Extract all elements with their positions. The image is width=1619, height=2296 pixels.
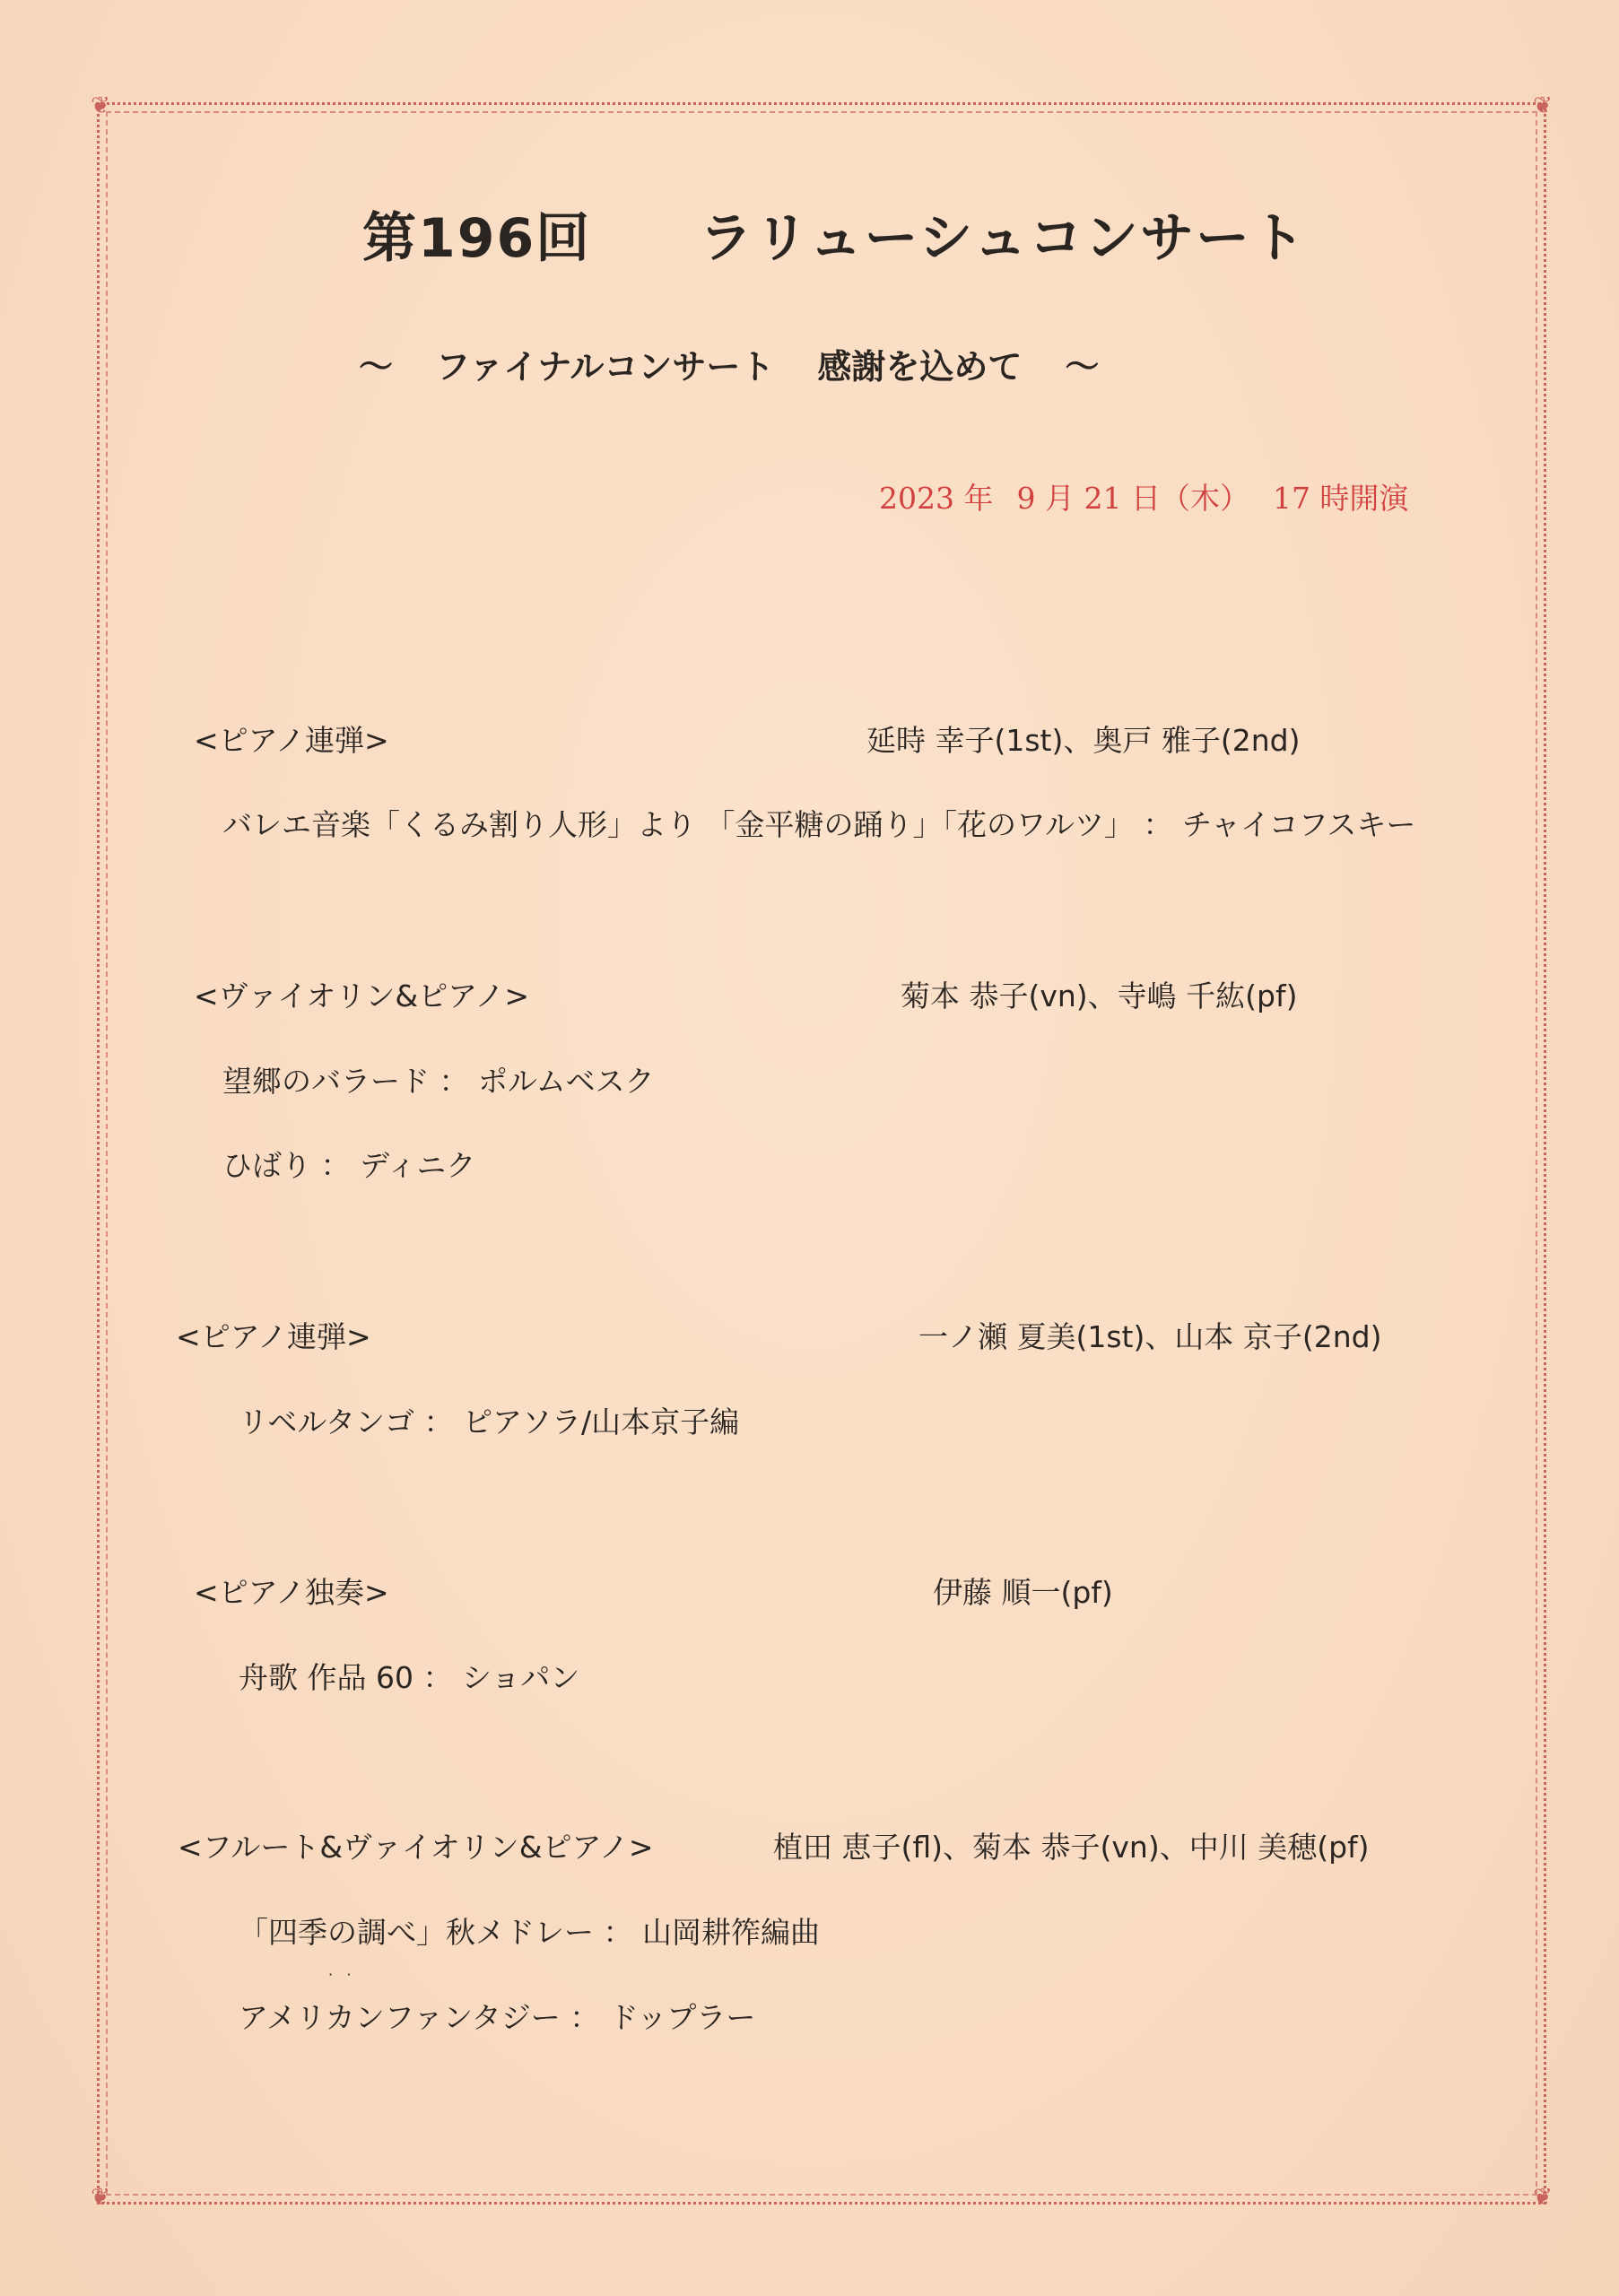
corner-ornament-icon: ❦ — [91, 92, 110, 119]
program-piece: ひばり ： ディニク — [222, 1148, 476, 1183]
page-title — [362, 196, 1307, 273]
program-piece: リベルタンゴ ： ピアソラ/山本京子編 — [239, 1405, 740, 1439]
section-performers: 菊本 恭子(vn)、寺嶋 千紘(pf) — [901, 978, 1298, 1013]
subtitle-open: 〜 — [359, 347, 394, 387]
section-performers: 延時 幸子(1st)、奥戸 雅子(2nd) — [866, 723, 1301, 758]
section-heading: <フルート&ヴァイオリン&ピアノ> — [178, 1830, 654, 1865]
concert-number: 第196回 — [362, 207, 592, 270]
program-piece: 「四季の調べ」秋メドレー ： 山岡耕筰編曲 — [239, 1915, 820, 1950]
section-performers: 一ノ瀬 夏美(1st)、山本 京子(2nd) — [918, 1319, 1382, 1354]
section-heading: <ピアノ連弾> — [194, 723, 389, 758]
stray-dots: · · — [328, 1966, 352, 1983]
corner-ornament-icon: ❦ — [1533, 2184, 1553, 2211]
date-day: 9 月 21 日（木） — [1016, 481, 1249, 516]
section-heading: <ピアノ独奏> — [194, 1575, 389, 1610]
date-time: 17 時開演 — [1272, 481, 1409, 516]
section-heading: <ヴァイオリン&ピアノ> — [194, 978, 530, 1013]
corner-ornament-icon: ❦ — [91, 2184, 110, 2211]
subtitle — [359, 339, 1099, 388]
subtitle-main: ファイナルコンサート — [436, 347, 775, 387]
concert-name: ラリューシュコンサート — [699, 207, 1308, 270]
program-piece: アメリカンファンタジー ： ドップラー — [239, 2000, 756, 2035]
subtitle-thanks: 感謝を込めて — [817, 347, 1023, 387]
program-piece: バレエ音楽「くるみ割り人形」より 「金平糖の踊り」「花のワルツ」 ： チャイコフスキー — [222, 807, 1416, 842]
program-piece: 望郷のバラード ： ポルムベスク — [222, 1064, 655, 1099]
program-piece: 舟歌 作品 60 ： ショパン — [239, 1660, 580, 1695]
section-performers: 植田 恵子(fl)、菊本 恭子(vn)、中川 美穂(pf) — [773, 1830, 1370, 1865]
concert-date — [879, 475, 1408, 517]
date-year: 2023 年 — [879, 481, 994, 516]
subtitle-close: 〜 — [1065, 347, 1100, 387]
section-heading: <ピアノ連弾> — [176, 1319, 371, 1354]
corner-ornament-icon: ❦ — [1533, 92, 1553, 119]
section-performers: 伊藤 順一(pf) — [933, 1575, 1113, 1610]
